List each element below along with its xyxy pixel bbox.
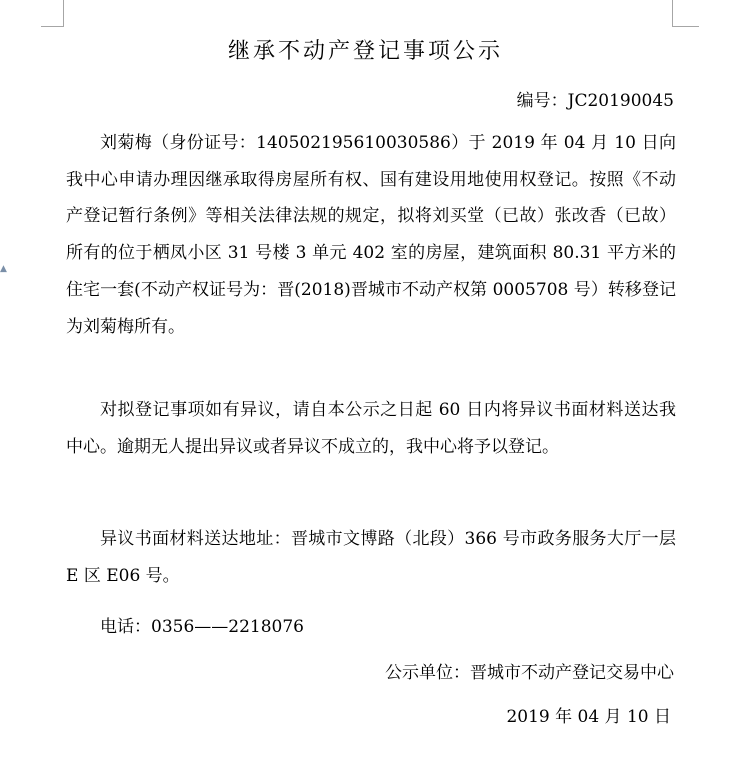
- crop-mark-top-right: [672, 0, 699, 27]
- body-paragraph-1: 刘菊梅（身份证号：140502195610030586）于 2019 年 04 月 10 日向我中心申请办理因继承取得房屋所有权、国有建设用地使用权登记。按照《不动产登记暂行条例》等相关法律法规的规定，拟将刘买堂（已故）张改香（已故）所有的位于栖凤小区 31 号楼 3 单元 402 室的房屋，建筑面积 80.31 平方米的住宅一套(不动产权证号为：晋(2018)晋城市不动产权第 0005708 号）转移登记为刘菊梅所有。: [66, 133, 676, 337]
- body-paragraph-2: 对拟登记事项如有异议，请自本公示之日起 60 日内将异议书面材料送达我中心。逾期无人提出异议或者异议不成立的，我中心将予以登记。: [66, 400, 676, 457]
- body-paragraph-3: 异议书面材料送达地址：晋城市文博路（北段）366 号市政务服务大厅一层 E 区 E06 号。: [66, 529, 676, 586]
- issuing-unit: 公示单位：晋城市不动产登记交易中心: [385, 663, 674, 683]
- document-title: 继承不动产登记事项公示: [227, 39, 503, 64]
- paragraph-anchor-icon[interactable]: ▲: [0, 264, 7, 274]
- document-number: 编号：JC20190045: [516, 91, 674, 111]
- contact-phone: 电话：0356——2218076: [100, 617, 304, 637]
- crop-mark-top-left: [41, 0, 64, 27]
- document-date: 2019 年 04 月 10 日: [506, 707, 671, 727]
